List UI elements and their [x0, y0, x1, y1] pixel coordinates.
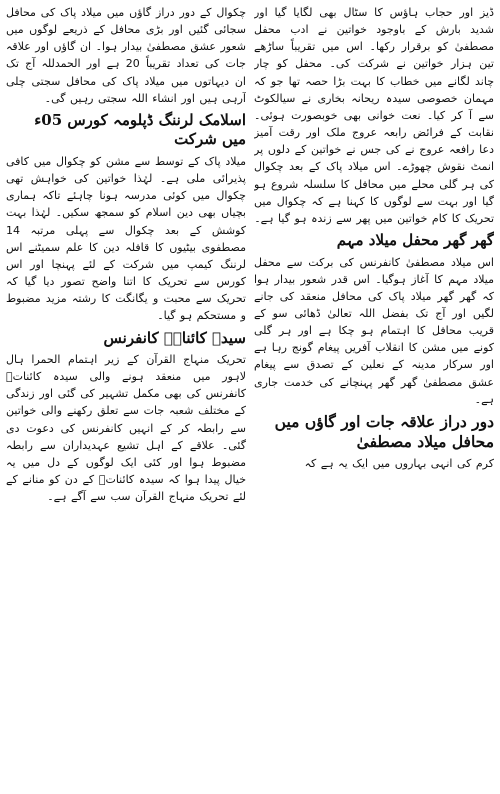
- article-paragraph: چکوال کے دور دراز گاؤں میں میلاد پاک کی محافل سجائی گئیں اور بڑی محافل کے ذریعے لوگوں میں شعور عشق مصطفیٰ بیدار ہوا۔ ان گاؤں اور علاقہ جات کی تعداد تقریباً 20 ہے اور الحمدللہ آج تک ان دیہاتوں میں میلاد پاک کی محافل سجتی چلی آرہی ہیں اور انشاء اللہ سجتی رہیں گی۔: [6, 6, 246, 105]
- section-heading: گھر گھر محفل میلاد مہم: [336, 231, 494, 250]
- column-right: [254, 4, 494, 792]
- section-heading: اسلامک لرننگ ڈپلومہ کورس 05ء میں شرکت: [34, 110, 246, 149]
- section-heading: سیدہ کائناتؓ کانفرنس: [103, 328, 246, 347]
- article-paragraph: ڈیز اور حجاب ہاؤس کا سٹال بھی لگایا گیا اور شدید بارش کے باوجود خواتین نے ادب محفل مصطفیٰ کو برقرار رکھا۔ اس میں تقریباً ساڑھے تین ہزار خواتین نے شرکت کی۔ محفل کو چار چاند لگانے میں خطاب کا بہت بڑا حصہ تھا جو کہ مہمان خصوصی سیدہ ریحانہ بخاری نے سیالکوٹ سے آ کر کیا۔ نعت خوانی بھی خوبصورت ہوئی۔ نقابت کے فرائض رابعہ عروج ملک اور رقت آمیز دعا رافعہ عروج نے کی جس نے خواتین کے دلوں پر انمٹ نقوش چھوڑے۔ اس میلاد پاک کے بعد چکوال کی ہر گلی محلے میں محافل کا سلسلہ شروع ہو گیا اور بہت سے لوگوں کا کہنا ہے کہ چکوال میں تحریک کا کام خواتین میں پھر سے زندہ ہو گیا ہے۔: [254, 6, 494, 225]
- article-paragraph: تحریک منہاج القرآن کے زیر اہتمام الحمرا ہال لاہور میں منعقد ہونے والی سیدہ کائناتؓ کانفرنس کی بھی مکمل تشہیر کی گئی اور زندگی کے مختلف شعبہ جات سے تعلق رکھنے والی خواتین سے رابطہ کر کے انہیں کانفرنس کی دعوت دی گئی۔ علاقے کے اہل تشیع عہدیداران سے رابطہ مضبوط ہوا اور کئی ایک لوگوں کے دل میں یہ خیال پیدا ہوا کہ سیدہ کائناتؓ کے دن کو منانے کے لئے تحریک منہاج القرآن سب سے آگے ہے۔: [6, 353, 246, 504]
- article-paragraph: اس میلاد مصطفیٰ کانفرنس کی برکت سے محفل میلاد مہم کا آغاز ہوگیا۔ اس قدر شعور بیدار ہوا کہ گھر گھر میلاد پاک کی محافل منعقد کی جانے لگیں اور آج تک بفضل اللہ تعالیٰ ڈھائی سو کے قریب محافل کا اہتمام ہو چکا ہے اور ہر گلی کونے میں مشن کا انقلاب آفریں پیغام گونج رہا ہے اور سرکار مدینہ کے نعلین کے تصدق سے پیغام عشق مصطفیٰ گھر گھر پہنچانے کی خدمت جاری ہے۔: [254, 255, 494, 406]
- article-paragraph: میلاد پاک کے توسط سے مشن کو چکوال میں کافی پذیرائی ملی ہے۔ لہٰذا خواتین کی خواہش تھی چکوال میں کوئی مدرسہ ہونا چاہئے تاکہ ہماری بچیاں بھی دین اسلام کو سمجھ سکیں۔ لہٰذا بہت کوشش کے بعد چکوال سے پہلی مرتبہ 14 مصطفوی بیٹیوں کا قافلہ دین کا علم سمیٹنے اس لرننگ کیمپ میں شرکت کے لئے پہنچا اور اس کورس سے تحریک کا اتنا واضح تصور دیا گیا کہ تحریک سے محبت و یگانگت کا رشتہ مزید مضبوط و مستحکم ہو گیا۔: [6, 154, 246, 323]
- column-left: [6, 4, 246, 792]
- article-paragraph: کرم کی انہی بہاروں میں ایک یہ ہے کہ: [304, 457, 494, 471]
- section-heading: دور دراز علاقہ جات اور گاؤں میں محافل میلاد مصطفیٰ: [274, 411, 494, 452]
